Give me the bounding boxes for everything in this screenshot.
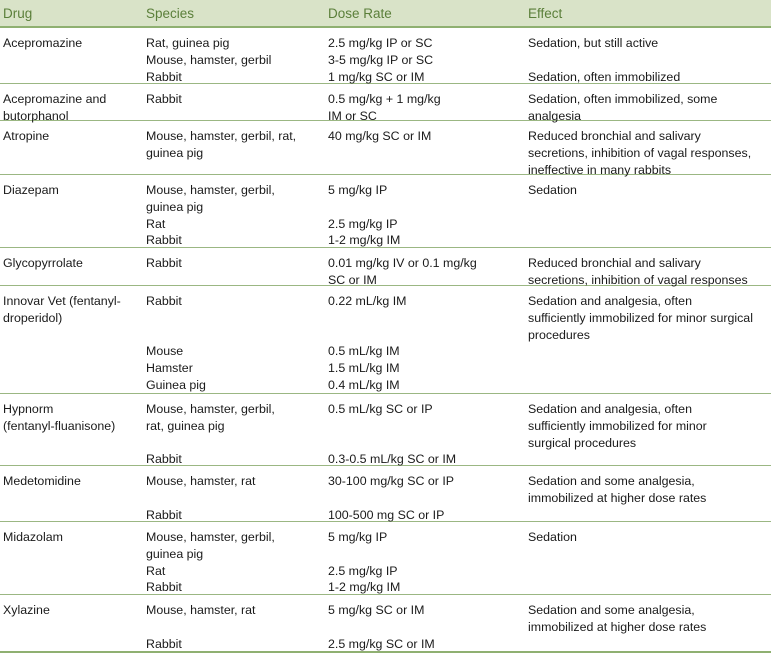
effect-cell-line: analgesia: [528, 108, 582, 123]
drug-cell: [3, 602, 139, 619]
dose-rate-cell-line: 2.5 mg/kg IP: [328, 563, 398, 578]
effect-cell: [528, 35, 768, 85]
effect-cell-line: sufficiently immobilized for minor surgical: [528, 310, 753, 325]
species-cell-line: Mouse, hamster, gerbil,: [146, 183, 275, 197]
species-cell: [146, 602, 322, 652]
species-cell-line: Rabbit: [146, 233, 182, 248]
dose-rate-cell-line: IM or SC: [328, 108, 377, 123]
species-cell-line: [146, 435, 322, 452]
species-cell-line: Rabbit: [146, 256, 182, 270]
dose-rate-cell-line: 1-2 mg/kg IM: [328, 580, 401, 595]
table-body: [0, 28, 771, 653]
species-cell: [146, 255, 322, 272]
table-row: [0, 121, 771, 175]
dose-rate-cell: [328, 91, 523, 125]
species-cell-line: Mouse, hamster, gerbil: [146, 52, 272, 67]
table-row: [0, 28, 771, 84]
effect-cell: [528, 182, 768, 199]
dose-rate-cell-line: 2.5 mg/kg SC or IM: [328, 636, 435, 651]
effect-cell-line: immobilized at higher dose rates: [528, 619, 707, 634]
table-row: [0, 286, 771, 394]
effect-cell: [528, 128, 768, 178]
species-cell: [146, 473, 322, 523]
header-drug: Drug: [3, 6, 33, 21]
species-cell: [146, 293, 322, 394]
drug-cell-line: Hypnorm: [3, 402, 54, 416]
header-effect: Effect: [528, 6, 563, 21]
drug-cell: [3, 91, 139, 125]
effect-cell-line: Sedation and analgesia, often: [528, 294, 692, 308]
effect-cell-line: Sedation and analgesia, often: [528, 402, 692, 416]
dose-rate-cell-line: 1.5 mL/kg IM: [328, 361, 400, 376]
species-cell-line: guinea pig: [146, 199, 204, 214]
dose-rate-cell-line: 2.5 mg/kg IP or SC: [328, 36, 433, 50]
species-cell: [146, 128, 322, 162]
species-cell-line: Mouse, hamster, gerbil,: [146, 402, 275, 416]
species-cell: [146, 91, 322, 108]
dose-rate-cell-line: [328, 327, 523, 344]
table-row: [0, 466, 771, 522]
species-cell-line: Rabbit: [146, 92, 182, 106]
species-cell-line: Mouse: [146, 344, 184, 359]
dose-rate-cell-line: [328, 435, 523, 452]
species-cell-line: Mouse, hamster, gerbil, rat,: [146, 129, 297, 143]
dose-rate-cell-line: [328, 490, 523, 507]
species-cell-line: guinea pig: [146, 145, 204, 160]
table-row: [0, 522, 771, 595]
species-cell-line: Hamster: [146, 361, 193, 376]
drug-cell: [3, 529, 139, 546]
dose-rate-cell-line: [328, 619, 523, 636]
dose-rate-cell-line: 5 mg/kg SC or IM: [328, 603, 425, 617]
species-cell: [146, 401, 322, 468]
effect-cell: [528, 91, 768, 125]
table-row: [0, 394, 771, 466]
drug-cell: [3, 401, 139, 435]
species-cell-line: [146, 490, 322, 507]
effect-cell-line: Reduced bronchial and salivary: [528, 256, 701, 270]
species-cell-line: [146, 619, 322, 636]
dose-rate-cell-line: SC or IM: [328, 272, 377, 287]
dose-rate-cell-line: 0.3-0.5 mL/kg SC or IM: [328, 452, 457, 467]
dose-rate-cell: [328, 293, 523, 394]
table-header: [0, 0, 771, 28]
species-cell-line: Rabbit: [146, 294, 182, 308]
effect-cell-line: [528, 52, 768, 69]
dose-rate-cell: [328, 128, 523, 145]
species-cell-line: [146, 327, 322, 344]
drug-cell-line: droperidol): [3, 310, 63, 325]
dose-rate-cell-line: 2.5 mg/kg IP: [328, 216, 398, 231]
species-cell-line: Mouse, hamster, gerbil,: [146, 530, 275, 544]
drug-cell: [3, 293, 139, 327]
dose-rate-cell: [328, 182, 523, 249]
effect-cell: [528, 255, 768, 289]
species-cell-line: Rat: [146, 563, 166, 578]
dose-rate-cell-line: 0.22 mL/kg IM: [328, 294, 407, 308]
species-cell: [146, 182, 322, 249]
dose-rate-cell: [328, 401, 523, 468]
species-cell-line: Rabbit: [146, 580, 182, 595]
effect-cell-line: secretions, inhibition of vagal responses: [528, 272, 748, 287]
dose-rate-cell-line: 5 mg/kg IP: [328, 530, 388, 544]
drug-cell-line: Acepromazine: [3, 36, 83, 50]
dose-rate-cell-line: 1-2 mg/kg IM: [328, 233, 401, 248]
drug-cell-line: Xylazine: [3, 603, 50, 617]
dose-rate-cell-line: [328, 199, 523, 216]
effect-cell-line: secretions, inhibition of vagal responses,: [528, 145, 752, 160]
table-row: [0, 175, 771, 248]
drug-cell-line: Glycopyrrolate: [3, 256, 83, 270]
effect-cell-line: Sedation, often immobilized: [528, 69, 681, 84]
effect-cell-line: surgical procedures: [528, 435, 637, 450]
effect-cell-line: Sedation and some analgesia,: [528, 603, 695, 617]
drug-cell: [3, 128, 139, 145]
effect-cell-line: ineffective in many rabbits: [528, 162, 672, 177]
species-cell-line: Rat: [146, 216, 166, 231]
species-cell-line: Rabbit: [146, 507, 182, 522]
header-dose-rate: Dose Rate: [328, 6, 392, 21]
drug-cell-line: butorphanol: [3, 108, 69, 123]
drug-cell-line: Innovar Vet (fentanyl-: [3, 294, 121, 308]
species-cell-line: Rabbit: [146, 69, 182, 84]
species-cell: [146, 529, 322, 596]
dose-rate-cell-line: 5 mg/kg IP: [328, 183, 388, 197]
table-row: [0, 84, 771, 121]
drug-cell-line: Acepromazine and: [3, 92, 107, 106]
drug-cell: [3, 255, 139, 272]
drug-cell-line: Atropine: [3, 129, 50, 143]
dose-rate-cell-line: 0.5 mg/kg + 1 mg/kg: [328, 92, 441, 106]
drug-cell-line: Diazepam: [3, 183, 59, 197]
species-cell-line: guinea pig: [146, 546, 204, 561]
dose-rate-cell-line: 0.01 mg/kg IV or 0.1 mg/kg: [328, 256, 477, 270]
effect-cell-line: procedures: [528, 327, 590, 342]
dose-rate-cell: [328, 529, 523, 596]
effect-cell-line: Sedation and some analgesia,: [528, 474, 695, 488]
effect-cell: [528, 602, 768, 636]
header-species: Species: [146, 6, 195, 21]
dose-rate-cell-line: 1 mg/kg SC or IM: [328, 69, 425, 84]
effect-cell: [528, 529, 768, 546]
dose-rate-cell-line: 0.5 mL/kg IM: [328, 344, 400, 359]
dose-rate-cell-line: 30-100 mg/kg SC or IP: [328, 474, 455, 488]
dose-rate-cell-line: [328, 310, 523, 327]
dose-rate-cell-line: 0.4 mL/kg IM: [328, 377, 400, 392]
species-cell-line: Guinea pig: [146, 377, 206, 392]
effect-cell-line: Sedation, often immobilized, some: [528, 92, 718, 106]
dose-rate-cell: [328, 473, 523, 523]
dose-rate-cell: [328, 602, 523, 652]
drug-cell-line: Midazolam: [3, 530, 63, 544]
dose-rate-cell-line: [328, 546, 523, 563]
species-cell: [146, 35, 322, 85]
species-cell-line: Mouse, hamster, rat: [146, 474, 256, 488]
drug-cell-line: (fentanyl-fluanisone): [3, 418, 116, 433]
species-cell-line: rat, guinea pig: [146, 418, 225, 433]
dose-rate-cell-line: 100-500 mg SC or IP: [328, 507, 445, 522]
species-cell-line: Rabbit: [146, 636, 182, 651]
drug-cell: [3, 182, 139, 199]
effect-cell: [528, 473, 768, 507]
effect-cell-line: immobilized at higher dose rates: [528, 490, 707, 505]
table-row: [0, 248, 771, 286]
effect-cell-line: Sedation: [528, 530, 577, 544]
drug-cell: [3, 35, 139, 52]
species-cell-line: [146, 310, 322, 327]
dose-rate-cell-line: 3-5 mg/kg IP or SC: [328, 52, 434, 67]
species-cell-line: Rat, guinea pig: [146, 36, 230, 50]
dose-rate-cell-line: 0.5 mL/kg SC or IP: [328, 402, 433, 416]
effect-cell-line: Sedation, but still active: [528, 36, 659, 50]
dose-rate-cell-line: [328, 418, 523, 435]
species-cell-line: Rabbit: [146, 452, 182, 467]
effect-cell-line: Reduced bronchial and salivary: [528, 129, 701, 143]
effect-cell: [528, 293, 768, 343]
effect-cell-line: sufficiently immobilized for minor: [528, 418, 707, 433]
dose-rate-cell: [328, 255, 523, 289]
effect-cell-line: Sedation: [528, 183, 577, 197]
dose-rate-cell-line: 40 mg/kg SC or IM: [328, 129, 432, 143]
dose-rate-cell: [328, 35, 523, 85]
drug-cell: [3, 473, 139, 490]
table-row: [0, 595, 771, 653]
species-cell-line: Mouse, hamster, rat: [146, 603, 256, 617]
drug-cell-line: Medetomidine: [3, 474, 81, 488]
effect-cell: [528, 401, 768, 451]
